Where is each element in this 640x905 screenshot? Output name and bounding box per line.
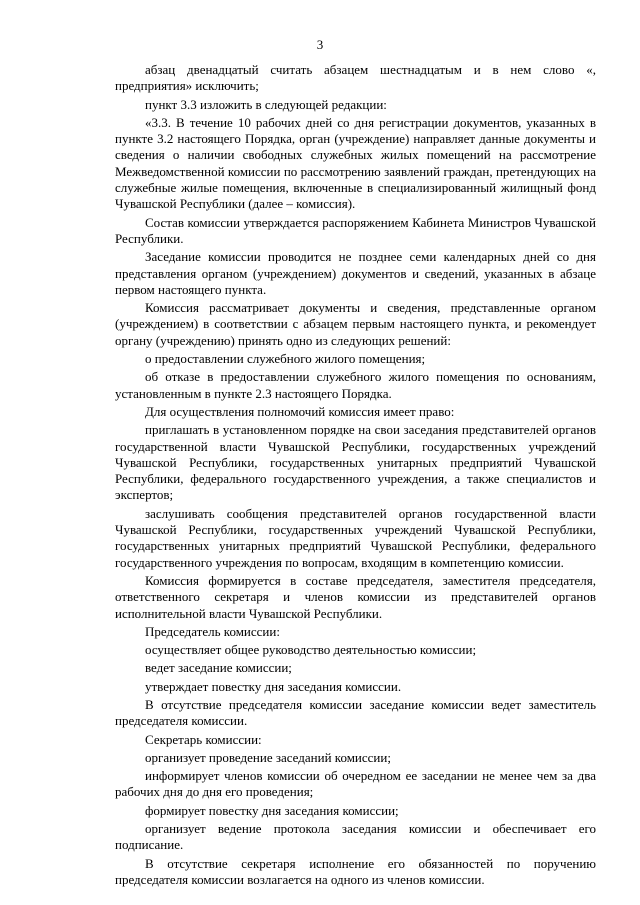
paragraph-14: осуществляет общее руководство деятельностью комиссии; — [145, 642, 477, 658]
paragraph-12: Комиссия формируется в составе председателя, заместителя председателя, ответственного секретаря и членов комиссии из представителей органов исполнительной власти Чувашской Республики. — [115, 572, 596, 621]
paragraph-1: абзац двенадцатый считать абзацем шестнадцатым и в нем слово «, предприятия» исключить; — [115, 62, 596, 94]
paragraph-19: организует проведение заседаний комиссии; — [145, 749, 391, 765]
paragraph-6: Комиссия рассматривает документы и сведения, представленные органом (учреждением) в соответствии с абзацем первым настоящего пункта, и рекомендует органу (учреждению) принять одно из следующих решений: — [115, 300, 596, 348]
paragraph-20: информирует членов комиссии об очередном ее заседании не менее чем за два рабочих дня до дня его проведения; — [115, 768, 596, 800]
page-number: 3 — [316, 37, 324, 52]
paragraph-2: пункт 3.3 изложить в следующей редакции: — [145, 96, 387, 112]
paragraph-7: о предоставлении служебного жилого помещения; — [145, 351, 426, 367]
paragraph-23: В отсутствие секретаря исполнение его обязанностей по поручению председателя комиссии возлагается на одного из членов комиссии. — [115, 855, 596, 887]
paragraph-11: заслушивать сообщения представителей органов государственной власти Чувашской Республики, государственных учреждений Чувашской Республики, государственных унитарных предприятий Чувашской Республики, федерального государственного учреждения по вопросам, входящим в компетенцию комиссии. — [115, 505, 596, 570]
paragraph-13: Председатель комиссии: — [145, 623, 280, 639]
paragraph-17: В отсутствие председателя комиссии заседание комиссии ведет заместитель председателя комиссии. — [115, 696, 596, 729]
paragraph-15: ведет заседание комиссии; — [145, 660, 292, 676]
paragraph-9: Для осуществления полномочий комиссия имеет право: — [145, 403, 455, 419]
paragraph-3: «3.3. В течение 10 рабочих дней со дня регистрации документов, указанных в пункте 3.2 настоящего Порядка, орган (учреждение) направляет данные документы и сведения о наличии свободных служебных жилых помещений на рассмотрение Межведомственной комиссии по рассмотрению заявлений граждан, претендующих на служебные жилые помещения, включенные в специализированный жилищный фонд Чувашской Республики (далее – комиссия). — [115, 114, 596, 212]
paragraph-18: Секретарь комиссии: — [145, 731, 262, 747]
paragraph-8: об отказе в предоставлении служебного жилого помещения по основаниям, установленным в пункте 2.3 настоящего Порядка. — [115, 369, 596, 401]
paragraph-22: организует ведение протокола заседания комиссии и обеспечивает его подписание. — [115, 821, 596, 853]
paragraph-21: формирует повестку дня заседания комиссии; — [145, 802, 399, 818]
document-body — [115, 62, 596, 890]
paragraph-10: приглашать в установленном порядке на свои заседания представителей органов государственной власти Чувашской Республики, государственных учреждений Чувашской Республики, государственных унитарных предприятий Чувашской Республики, федерального государственного учреждения, а также специалистов и экспертов; — [115, 422, 596, 503]
paragraph-5: Заседание комиссии проводится не позднее семи календарных дней со дня представления органом (учреждением) документов и сведений, указанных в абзаце первом настоящего пункта. — [115, 249, 596, 297]
paragraph-16: утверждает повестку дня заседания комиссии. — [145, 678, 402, 694]
paragraph-4: Состав комиссии утверждается распоряжением Кабинета Министров Чувашской Республики. — [115, 214, 596, 246]
